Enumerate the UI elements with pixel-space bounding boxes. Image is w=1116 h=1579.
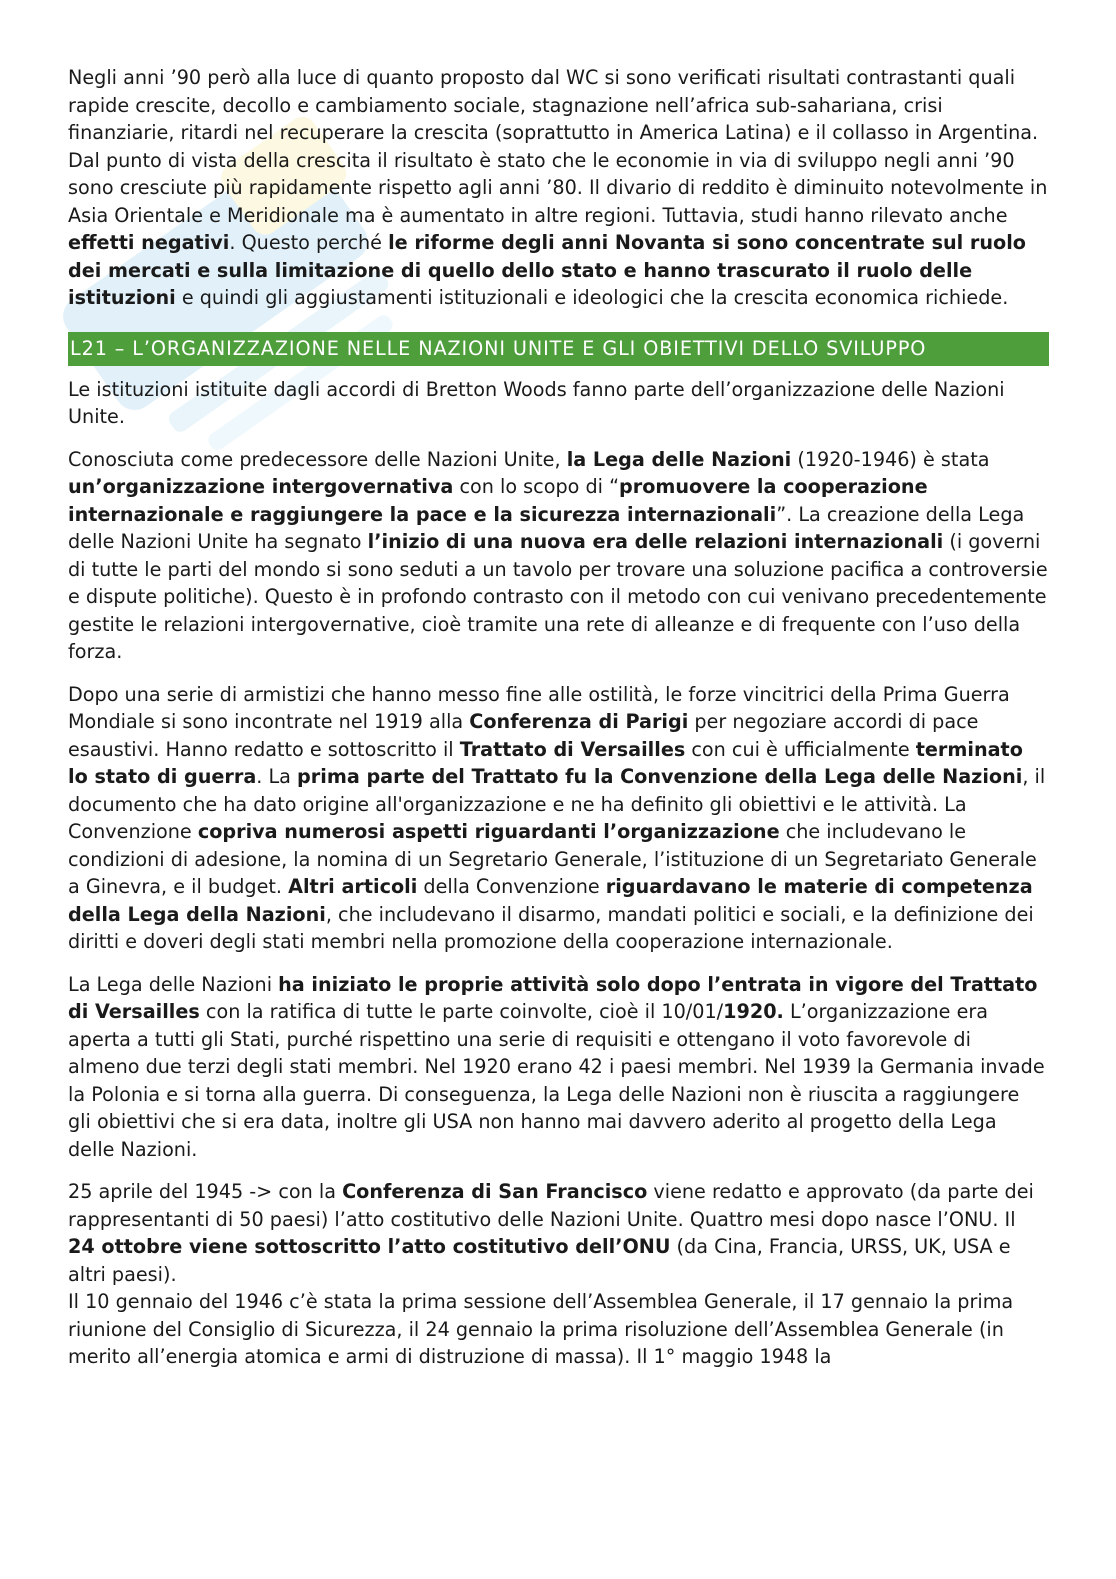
text-run: e quindi gli aggiustamenti istituzionali e ideologici che la crescita economica richiede. — [175, 286, 1009, 309]
text-run: (i governi di tutte le parti del mondo si sono seduti a un tavolo per trovare una soluzione pacifica a controversie e dispute politiche). Questo è in profondo contrasto con il metodo con cui venivano precedentemente gestite le relazioni intergovernative, cioè tramite una rete di alleanze e di frequente con l’uso della forza. — [68, 530, 1048, 663]
bold-text: Trattato di Versailles — [459, 737, 686, 761]
bold-text: Conferenza di Parigi — [469, 710, 689, 733]
text-run: Dal punto di vista della crescita il risultato è stato che le economie in via di sviluppo negli anni ’90 sono cresciute più rapidamente rispetto agli anni ’80. Il divario di reddito è diminuito notevolmente in Asia Orientale e Meridionale ma è aumentato in altre regioni. Tuttavia, studi hanno rilevato anche — [68, 148, 1048, 227]
text-run: Dopo una serie di armistizi che hanno messo fine alle ostilità, le forze vincitrici della Prima Guerra Mondiale si sono incontrate nel 1919 alla — [68, 682, 1010, 733]
text-run: La Lega delle Nazioni — [68, 972, 279, 996]
bold-text: 1920. — [723, 1000, 784, 1023]
bold-text: le riforme degli anni Novanta si sono concentrate sul ruolo dei mercati e sulla limitazione di quello dello stato e hanno trascurato il ruolo delle istituzioni — [68, 231, 1026, 309]
text-run: . Questo perché — [229, 231, 389, 254]
text-run: per negoziare accordi di pace esaustivi. Hanno redatto e sottoscritto il — [68, 710, 979, 761]
bold-text: promuovere la cooperazione internazionale e raggiungere la pace e la sicurezza internazionali — [68, 475, 928, 526]
bold-text: un’organizzazione intergovernativa — [68, 475, 454, 498]
bold-text: effetti negativi — [68, 231, 230, 254]
text-run: che includevano le condizioni di adesione, la nomina di un Segretario Generale, l’istituzione di un Segretariato Generale a Ginevra, e il budget. — [68, 820, 1037, 898]
text-run: con lo scopo di “ — [453, 475, 620, 498]
text-run: Conosciuta come predecessore delle Nazioni Unite, — [68, 447, 567, 471]
text-run: , che includevano il disarmo, mandati politici e sociali, e la definizione dei diritti e doveri degli stati membri nella promozione della cooperazione internazionale. — [68, 902, 1034, 953]
bold-text: Altri articoli — [288, 875, 418, 898]
bold-text: riguardavano le materie di competenza della Lega della Nazioni — [68, 875, 1033, 926]
text-run: con la ratifica di tutte le parte coinvolte, cioè il 10/01/ — [199, 1000, 724, 1023]
bold-text: Conferenza di San Francisco — [342, 1180, 648, 1203]
bold-text: terminato lo stato di guerra — [68, 737, 1023, 788]
section-heading: L21 – L’ORGANIZZAZIONE NELLE NAZIONI UNITE E GLI OBIETTIVI DELLO SVILUPPO — [68, 332, 1049, 366]
text-run: viene redatto e approvato (da parte dei rappresentanti di 50 paesi) l’atto costitutivo delle Nazioni Unite. Quattro mesi dopo nasce l’ONU. Il — [68, 1180, 1034, 1231]
bold-text: la Lega delle Nazioni — [566, 447, 792, 471]
text-run: Negli anni ’90 però alla luce di quanto proposto dal WC si sono verificati risultati contrastanti quali rapide crescite, decollo e cambiamento sociale, stagnazione nell’africa sub-sahariana, crisi finanziarie, ritardi nel recuperare la crescita (soprattutto in America Latina) e il collasso in Argentina. — [68, 66, 1039, 144]
paragraph-5 — [68, 681, 1048, 956]
bold-text: copriva numerosi aspetti riguardanti l’organizzazione — [197, 820, 780, 843]
text-run: Il 10 gennaio del 1946 c’è stata la prima sessione dell’Assemblea Generale, il 17 gennaio la prima riunione del Consiglio di Sicurezza, il 24 gennaio la prima risoluzione dell’Assemblea Generale (in merito all’energia atomica e armi di distruzione di massa). Il 1° maggio 1948 la — [68, 1290, 1014, 1368]
document-page — [68, 64, 1048, 1371]
paragraph-8 — [68, 1288, 1048, 1371]
text-run: ”. La creazione della Lega delle Nazioni Unite ha segnato — [68, 502, 1025, 553]
paragraph-7 — [68, 1178, 1048, 1288]
paragraph-4 — [68, 446, 1048, 666]
paragraph-3 — [68, 376, 1048, 431]
text-run: . La — [256, 765, 298, 788]
paragraph-1 — [68, 64, 1048, 147]
text-run: (1920-1946) è stata — [791, 447, 990, 471]
text-run: 25 aprile del 1945 -> con la — [68, 1180, 343, 1203]
text-run: della Convenzione — [417, 875, 606, 898]
paragraph-6 — [68, 971, 1048, 1164]
bold-text: l’inizio di una nuova era delle relazioni internazionali — [367, 530, 944, 553]
bold-text: ha iniziato le proprie attività solo dopo l’entrata in vigore del Trattato di Versailles — [68, 972, 1038, 1023]
bold-text: prima parte del Trattato fu la Convenzione della Lega delle Nazioni — [297, 765, 1023, 788]
text-run: , il documento che ha dato origine all'organizzazione e ne ha definito gli obiettivi e le attività. La Convenzione — [68, 765, 1046, 843]
text-run: (da Cina, Francia, URSS, UK, USA e altri paesi). — [68, 1235, 1011, 1286]
text-run: Le istituzioni istituite dagli accordi di Bretton Woods fanno parte dell’organizzazione delle Nazioni Unite. — [68, 377, 1005, 428]
text-run: con cui è ufficialmente — [685, 737, 916, 761]
text-run: L’organizzazione era aperta a tutti gli Stati, purché rispettino una serie di requisiti e ottengano il voto favorevole di almeno due terzi degli stati membri. Nel 1920 erano 42 i paesi membri. Nel 1939 la Germania invade la Polonia e si torna alla guerra. Di conseguenza, la Lega delle Nazioni non è riuscita a raggiungere gli obiettivi che si era data, inoltre gli USA non hanno mai davvero aderito al progetto della Lega delle Nazioni. — [68, 1000, 1045, 1161]
paragraph-2 — [68, 147, 1048, 312]
bold-text: 24 ottobre viene sottoscritto l’atto costitutivo dell’ONU — [68, 1235, 671, 1258]
